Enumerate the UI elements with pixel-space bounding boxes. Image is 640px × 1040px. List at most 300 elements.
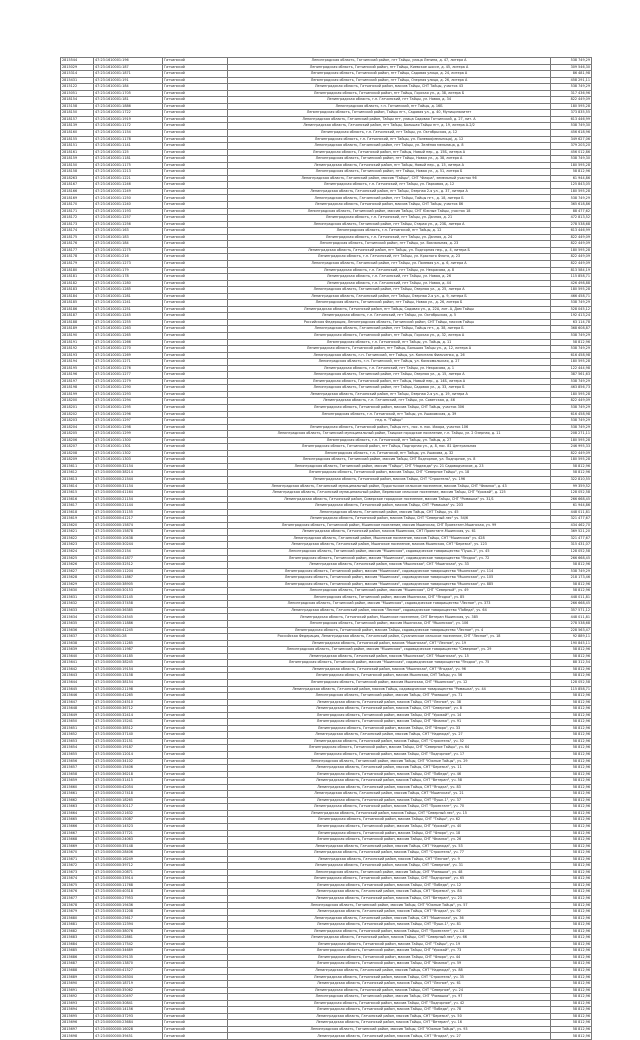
cadastral-number-cell: 47:23:0000000:19187 xyxy=(94,745,163,752)
cadastral-number-cell: 47:23:0000000:38512 xyxy=(94,725,163,732)
district-cell: Гатчинский xyxy=(163,444,228,451)
cadastral-number-cell: 47:23:0000000:29135 xyxy=(94,954,163,961)
price-cell: 58 812,96 xyxy=(551,961,592,968)
price-cell: 180 595,28 xyxy=(551,103,592,110)
price-cell: 58 812,96 xyxy=(551,719,592,726)
district-cell: Гатчинский xyxy=(163,221,228,228)
record-id-cell: 2815615 xyxy=(61,490,94,497)
cadastral-number-cell: 47:23:0000000:20871 xyxy=(94,869,163,876)
district-cell: Гатчинский xyxy=(163,385,228,392)
record-id-cell: 2815029 xyxy=(61,64,94,71)
address-cell: Ленинградская область, Гатчинский район, массив "Мшинская", садоводческое товарищество "Северное", уч. 29 xyxy=(228,647,551,654)
district-cell: Гатчинский xyxy=(163,765,228,772)
price-cell: 434 462,70 xyxy=(551,522,592,529)
record-id-cell: 2815314 xyxy=(61,71,94,78)
price-cell: 538 749,29 xyxy=(551,300,592,307)
address-cell: Ленинградская область, г.п. Гатчинский, пгт Тайцы, ул. Дачная, д. 24 xyxy=(228,234,551,241)
price-cell: 115 858,71 xyxy=(551,274,592,281)
address-cell: Ленинградская область, г.п. Гатчинский, пгт Тайцы, д. 16Б xyxy=(228,103,551,110)
cadastral-number-cell: 47:23:0000000:38076 xyxy=(94,928,163,935)
price-cell: 58 812,96 xyxy=(551,693,592,700)
record-id-cell: 2818195 xyxy=(61,365,94,372)
price-cell: 58 812,96 xyxy=(551,778,592,785)
price-cell: 58 812,96 xyxy=(551,817,592,824)
district-cell: Гатчинский xyxy=(163,411,228,418)
price-cell: 58 812,96 xyxy=(551,974,592,981)
price-cell: 58 812,96 xyxy=(551,987,592,994)
district-cell: Гатчинский xyxy=(163,71,228,78)
cadastral-number-cell: 47:23:0000000:11886 xyxy=(94,621,163,628)
cadastral-number-cell: 47:23:1610001:1290 xyxy=(94,385,163,392)
cadastral-number-cell: 47:23:0000000:24510 xyxy=(94,699,163,706)
cadastral-number-cell: 47:23:1610001:181 xyxy=(94,97,163,104)
price-cell: 58 812,96 xyxy=(551,581,592,588)
record-id-cell: 2815664 xyxy=(61,810,94,817)
cadastral-number-cell: 47:23:0000000:15406 xyxy=(94,765,163,772)
record-id-cell: 2818192 xyxy=(61,346,94,353)
address-cell: Ленинградская область, Гатчинский район, пгт Тайцы, Большая Тайцы ул., д. 12, литера А xyxy=(228,346,551,353)
address-cell: Ленинградская область, Гатчинский район, пгт Тайцы, Садовая улица, д. 24, литера А xyxy=(228,71,551,78)
cadastral-number-cell: 47:23:0000000:24063 xyxy=(94,837,163,844)
price-cell: 128 052,58 xyxy=(551,679,592,686)
cadastral-number-cell: 47:23:0000000:39712 xyxy=(94,863,163,870)
address-cell: Ленинградская область, Гатчинский район, пгт Тайцы, Подгорная ул., д. 8, пос. 81 Центральная xyxy=(228,444,551,451)
record-id-cell: 2815648 xyxy=(61,706,94,713)
record-id-cell: 2818167 xyxy=(61,182,94,189)
price-cell: 379 203,20 xyxy=(551,143,592,150)
price-cell: 822 449,09 xyxy=(551,241,592,248)
district-cell: Гатчинский xyxy=(163,234,228,241)
address-cell: Ленинградская область, Гатчинский район, массив Тайцы, СНТ "Фиалка", уч. 26 xyxy=(228,837,551,844)
record-id-cell: 2815696 xyxy=(61,1020,94,1027)
record-id-cell: 2815663 xyxy=(61,804,94,811)
district-cell: Гатчинский xyxy=(163,935,228,942)
price-cell: 190 845,11 xyxy=(551,640,592,647)
record-id-cell: 2818190 xyxy=(61,332,94,339)
district-cell: Гатчинский xyxy=(163,136,228,143)
record-id-cell: 2815691 xyxy=(61,987,94,994)
cadastral-number-cell: 47:23:1610001:1302 xyxy=(94,450,163,457)
record-id-cell: 2818202 xyxy=(61,411,94,418)
district-cell: Гатчинский xyxy=(163,424,228,431)
record-id-cell: 2818209 xyxy=(61,457,94,464)
price-cell: 321 477,67 xyxy=(551,535,592,542)
cadastral-number-cell: 47:23:0000000:11768 xyxy=(94,882,163,889)
cadastral-number-cell: 47:23:1610001:1297 xyxy=(94,418,163,425)
price-cell: 86 481,98 xyxy=(551,71,592,78)
price-cell: 266 668,45 xyxy=(551,496,592,503)
cadastral-number-cell: 47:23:1610001:1246 xyxy=(94,182,163,189)
cadastral-number-cell: 47:23:0000000:14523 xyxy=(94,823,163,830)
price-cell: 368 608,87 xyxy=(551,326,592,333)
district-cell: Гатчинский xyxy=(163,477,228,484)
district-cell: Гатчинский xyxy=(163,319,228,326)
record-id-cell: 2815679 xyxy=(61,909,94,916)
district-cell: Гатчинский xyxy=(163,110,228,117)
district-cell: Гатчинский xyxy=(163,64,228,71)
address-cell: Ленинградская область, Гатчинский район, массив Тайцы, СНТ "Южные Тайцы", уч. 57 xyxy=(228,902,551,909)
price-cell: 538 749,30 xyxy=(551,156,592,163)
district-cell: Гатчинский xyxy=(163,195,228,202)
district-cell: Гатчинский xyxy=(163,391,228,398)
record-id-cell: 2815647 xyxy=(61,699,94,706)
record-id-cell: 2815611 xyxy=(61,463,94,470)
price-cell: 822 449,09 xyxy=(551,260,592,267)
cadastral-number-cell: 47:23:0000000:24545 xyxy=(94,614,163,621)
price-cell: 58 812,96 xyxy=(551,1013,592,1020)
address-cell: Ленинградская область, Гатчинский район, массив Мшинская, СНТ Проектант-Мшинская, уч. 61 xyxy=(228,529,551,536)
address-cell: Российская Федерация, Ленинградская область, Гатчинский район, СНТ Тайцы, массив Тайцы xyxy=(228,319,551,326)
address-cell: Ленинградская область, Гатчинский район, массив Тайцы, СНТ "Северное Тайцы", уч. 64 xyxy=(228,745,551,752)
record-id-cell: 2818150 xyxy=(61,110,94,117)
record-id-cell: 2815630 xyxy=(61,588,94,595)
address-cell: Ленинградская область, Гатчинский район, массив Тайцы, СНТ "Ромашка", уч. 48 xyxy=(228,869,551,876)
address-cell: Ленинградская область, Гатчинский район, пгт Тайцы, Садовая ул., д. 33, литера Б xyxy=(228,385,551,392)
price-cell: 822 449,09 xyxy=(551,97,592,104)
cadastral-number-cell: 47:23:0000000:32414 xyxy=(94,712,163,719)
cadastral-number-cell: 47:23:1610001:1269 xyxy=(94,352,163,359)
address-cell: Ленинградская область, Гатчинский район, массив Тайцы, СНТ "Урожай", уч. 73 xyxy=(228,948,551,955)
table-row xyxy=(61,1033,592,1040)
district-cell: Гатчинский xyxy=(163,254,228,261)
district-cell: Гатчинский xyxy=(163,169,228,176)
record-id-cell: 2815633 xyxy=(61,607,94,614)
record-id-cell: 2815642 xyxy=(61,666,94,673)
cadastral-number-cell: 47:23:1610001:1300 xyxy=(94,437,163,444)
district-cell: Гатчинский xyxy=(163,156,228,163)
district-cell: Гатчинский xyxy=(163,175,228,182)
price-cell: 322 810,55 xyxy=(551,477,592,484)
cadastral-number-cell: 47:23:0000000:41217 xyxy=(94,516,163,523)
address-cell: Ленинградская область, Гатчинский район, пгт Тайцы, Старая ул., д. 23Б, литера А xyxy=(228,221,551,228)
address-cell: Ленинградская область, Гатчинский район, пгт Тайцы, ул. Подгорная пер., д. 4, литера Б xyxy=(228,247,551,254)
district-cell: Гатчинский xyxy=(163,981,228,988)
address-cell: Ленинградская область, Гатчинский район, Мшинское поселение, СНТ Ветеран Мшинская, уч. 385 xyxy=(228,614,551,621)
district-cell: Гатчинский xyxy=(163,732,228,739)
price-cell: 58 812,96 xyxy=(551,928,592,935)
district-cell: Гатчинский xyxy=(163,404,228,411)
address-cell: Ленинградская область, Гатчинский район, массив Тайцы, СНТ "Строитель", уч. 196 xyxy=(228,477,551,484)
district-cell: Гатчинский xyxy=(163,994,228,1001)
district-cell: Гатчинский xyxy=(163,581,228,588)
district-cell: Гатчинский xyxy=(163,522,228,529)
district-cell: Гатчинский xyxy=(163,509,228,516)
cadastral-number-cell: 47:23:0000000:38245 xyxy=(94,660,163,667)
cadastral-number-cell: 47:23:1610001:1241 xyxy=(94,300,163,307)
price-cell: 115 858,71 xyxy=(551,686,592,693)
price-cell: 58 812,96 xyxy=(551,1033,592,1040)
district-cell: Гатчинский xyxy=(163,1013,228,1020)
cadastral-number-cell: 47:23:0000000:41164 xyxy=(94,490,163,497)
cadastral-number-cell: 47:23:0000000:17542 xyxy=(94,941,163,948)
cadastral-number-cell: 47:23:1610001:1193 xyxy=(94,208,163,215)
address-cell: Ленинградская область, Гатчинский район, массив Тайцы, СНТ "Пушк-1", уч. 81 xyxy=(228,922,551,929)
cadastral-number-cell: 47:23:1610001:1285 xyxy=(94,287,163,294)
district-cell: Гатчинский xyxy=(163,1026,228,1033)
district-cell: Гатчинский xyxy=(163,627,228,634)
address-cell: Ленинградская область, Гатчинский район, пгт Тайцы, Новая ул., д. 38, литера А xyxy=(228,156,551,163)
cadastral-number-cell: 47:23:1610001:178 xyxy=(94,274,163,281)
cadastral-number-cell: 47:23:0000000:14156 xyxy=(94,1007,163,1014)
address-cell: Ленинградская область, Гатчинский район, массив Тайцы, СНТ "Победа", уч. 46 xyxy=(228,771,551,778)
price-cell: 463 856,73 xyxy=(551,385,592,392)
price-cell: 58 812,96 xyxy=(551,470,592,477)
record-id-cell: 2815623 xyxy=(61,542,94,549)
record-id-cell: 2815645 xyxy=(61,686,94,693)
price-cell: 58 812,96 xyxy=(551,771,592,778)
cadastral-number-cell: 47:23:0000000:11867 xyxy=(94,575,163,582)
district-cell: Гатчинский xyxy=(163,771,228,778)
address-cell: Ленинградская область, Гатчинский район, пгт Тайцы, Озерная ул., д. 15, литера А xyxy=(228,372,551,379)
record-id-cell: 2818204 xyxy=(61,424,94,431)
record-id-cell: 2815651 xyxy=(61,725,94,732)
district-cell: Гатчинский xyxy=(163,601,228,608)
cadastral-number-cell: 47:23:0000000:34689 xyxy=(94,948,163,955)
district-cell: Гатчинский xyxy=(163,188,228,195)
cadastral-number-cell: 47:23:0000000:32154 xyxy=(94,463,163,470)
price-cell: 58 812,96 xyxy=(551,869,592,876)
price-cell: 61 944,86 xyxy=(551,503,592,510)
price-cell: 58 812,96 xyxy=(551,169,592,176)
cadastral-number-cell: 47:23:1708001:28 xyxy=(94,634,163,641)
record-id-cell: 2815683 xyxy=(61,935,94,942)
district-cell: Гатчинский xyxy=(163,116,228,123)
address-cell: Ленинградская область, Гатчинский район, массив Мшинская, СНТ "Ягодка", уч. 85 xyxy=(228,594,551,601)
price-cell: 528 045,12 xyxy=(551,306,592,313)
district-cell: Гатчинский xyxy=(163,463,228,470)
address-cell: Ленинградская область, Гатчинский район, массив Тайцы, СНТ "Флора", уч. 18 xyxy=(228,830,551,837)
address-cell: Ленинградская область, Гатчинский район, массив "Тайцы", СНТ "Надежда" уч. 21 Садоводческое, д. 23 xyxy=(228,463,551,470)
price-cell: 58 812,96 xyxy=(551,765,592,772)
record-id-cell: 2815618 xyxy=(61,509,94,516)
district-cell: Гатчинский xyxy=(163,882,228,889)
price-cell: 180 595,28 xyxy=(551,162,592,169)
cadastral-number-cell: 47:23:0000000:41877 xyxy=(94,555,163,562)
record-id-cell: 2815620 xyxy=(61,522,94,529)
price-cell: 456 012,86 xyxy=(551,149,592,156)
cadastral-number-cell: 47:23:0000000:32145 xyxy=(94,594,163,601)
record-id-cell: 2818155 xyxy=(61,136,94,143)
record-id-cell: 2818207 xyxy=(61,444,94,451)
address-cell: Ленинградская область, Гатчинский район, массив Тайцы, СНТ "Ветеран", уч. 16 xyxy=(228,1020,551,1027)
record-id-cell: 2818200 xyxy=(61,398,94,405)
price-cell: 538 749,29 xyxy=(551,84,592,91)
price-cell: 58 812,96 xyxy=(551,843,592,850)
record-id-cell: 2818193 xyxy=(61,352,94,359)
price-cell: 357 571,12 xyxy=(551,607,592,614)
price-cell: 616 458,98 xyxy=(551,352,592,359)
district-cell: Гатчинский xyxy=(163,483,228,490)
address-cell: Ленинградская область, Гатчинский район, массив Тайцы, СНТ "Березка", уч. 84 xyxy=(228,889,551,896)
price-cell: 128 052,58 xyxy=(551,490,592,497)
cadastral-number-cell: 47:23:1610001:1303 xyxy=(94,457,163,464)
record-id-cell: 2818186 xyxy=(61,306,94,313)
district-cell: Гатчинский xyxy=(163,856,228,863)
record-id-cell: 2818191 xyxy=(61,339,94,346)
district-cell: Гатчинский xyxy=(163,666,228,673)
district-cell: Гатчинский xyxy=(163,365,228,372)
price-cell: 317 436,96 xyxy=(551,90,592,97)
price-cell: 58 812,96 xyxy=(551,1020,592,1027)
record-id-cell: 2815687 xyxy=(61,961,94,968)
cadastral-number-cell: 47:23:1610001:1266 xyxy=(94,339,163,346)
address-cell: Ленинградская область, Гатчинский район, массив Тайцы, СНТ "Подгорное", уч. 17 xyxy=(228,751,551,758)
price-cell: 613 446,99 xyxy=(551,116,592,123)
address-cell: Ленинградская область, г.п. Гатчинский, пгт Тайцы, ул. Октябрьская, д. 12 xyxy=(228,130,551,137)
price-cell: 309 546,30 xyxy=(551,64,592,71)
record-id-cell: 2818154 xyxy=(61,97,94,104)
district-cell: Гатчинский xyxy=(163,699,228,706)
cadastral-number-cell: 47:23:0000000:37293 xyxy=(94,1013,163,1020)
record-id-cell: 2815635 xyxy=(61,621,94,628)
record-id-cell: 2815634 xyxy=(61,614,94,621)
district-cell: Гатчинский xyxy=(163,542,228,549)
record-id-cell: 2818203 xyxy=(61,418,94,425)
district-cell: Гатчинский xyxy=(163,778,228,785)
price-cell: 58 812,96 xyxy=(551,666,592,673)
price-cell: 349 627,06 xyxy=(551,136,592,143)
district-cell: Гатчинский xyxy=(163,843,228,850)
cadastral-number-cell: 47:23:1610001:184 xyxy=(94,84,163,91)
price-cell: 61 944,86 xyxy=(551,175,592,182)
cadastral-number-cell: 47:23:1610001:1722 xyxy=(94,110,163,117)
district-cell: Гатчинский xyxy=(163,889,228,896)
price-cell: 58 812,96 xyxy=(551,712,592,719)
record-id-cell: 2818169 xyxy=(61,195,94,202)
price-cell: 218 173,46 xyxy=(551,575,592,582)
address-cell: Ленинградская область, Гатчинский район, пгт Тайцы, Садовая ул., д. 22А, лит. А, Дом Тайцы xyxy=(228,306,551,313)
record-id-cell: 2815621 xyxy=(61,529,94,536)
district-cell: Гатчинский xyxy=(163,640,228,647)
record-id-cell: 2815682 xyxy=(61,928,94,935)
price-cell: 58 812,96 xyxy=(551,902,592,909)
record-id-cell: 2815695 xyxy=(61,1013,94,1020)
price-cell: 180 595,28 xyxy=(551,188,592,195)
cadastral-number-cell: 47:23:0000000:31155 xyxy=(94,509,163,516)
address-cell: Ленинградская область, Гатчинский муниципальный район, Веревское сельское поселение, массив Тайцы, СНТ "Урожай", д. 125 xyxy=(228,490,551,497)
cadastral-number-cell: 47:23:0000000:35148 xyxy=(94,843,163,850)
cadastral-number-cell: 47:23:0000000:31154 xyxy=(94,483,163,490)
price-cell: 58 812,96 xyxy=(551,810,592,817)
price-cell: 58 812,96 xyxy=(551,1026,592,1033)
district-cell: Гатчинский xyxy=(163,751,228,758)
district-cell: Гатчинский xyxy=(163,352,228,359)
cadastral-number-cell: 47:23:0000000:41245 xyxy=(94,627,163,634)
price-cell: 613 446,99 xyxy=(551,228,592,235)
cadastral-number-cell: 47:23:0000000:26304 xyxy=(94,974,163,981)
address-cell: Ленинградская область, Гатчинский район, массив Тайцы, СНТ "Северный лес" уч. 54/6 xyxy=(228,516,551,523)
cadastral-number-cell: 47:23:1610001:1154 xyxy=(94,130,163,137)
price-cell: 373 835,55 xyxy=(551,110,592,117)
address-cell: Ленинградская область, Гатчинский район, массив Мшинская, СНТ "Мшинская", уч. 106 xyxy=(228,621,551,628)
cadastral-number-cell: 47:23:0000000:36385 xyxy=(94,607,163,614)
record-id-cell: 2815690 xyxy=(61,981,94,988)
cadastral-number-cell: 47:23:0000000:31208 xyxy=(94,909,163,916)
address-cell: Ленинградская область, Гатчинский район, пгт Тайцы, Озерная 2-я ул., д. 9, литера Б xyxy=(228,293,551,300)
record-id-cell: 2815661 xyxy=(61,791,94,798)
address-cell: Ленинградская область, Гатчинский район, пгт Тайцы, Тайцы пгт., д. 18, литера Б xyxy=(228,195,551,202)
address-cell: Ленинградская область, г.п. Гатчинский, пгт Тайцы, ул. Комсомольская, д. 27 xyxy=(228,359,551,366)
cadastral-number-cell: 47:23:0000000:18265 xyxy=(94,797,163,804)
price-cell: 58 812,96 xyxy=(551,948,592,955)
price-cell: 58 812,96 xyxy=(551,653,592,660)
district-cell: Гатчинский xyxy=(163,326,228,333)
price-cell: 387 561,63 xyxy=(551,372,592,379)
cadastral-number-cell: 47:23:1610001:1277 xyxy=(94,372,163,379)
address-cell: Ленинградская область, Гатчинский район, Мшинское поселение, массив Мшинская, СНТ Проектант-Мшинская, уч. 99 xyxy=(228,522,551,529)
record-id-cell: 2815662 xyxy=(61,797,94,804)
cadastral-number-cell: 47:23:0000000:16249 xyxy=(94,856,163,863)
address-cell: Ленинградская область, г.п. Гатчинский, пгт Тайцы, ул. Дачная, д. 21 xyxy=(228,215,551,222)
district-cell: Гатчинский xyxy=(163,647,228,654)
district-cell: Гатчинский xyxy=(163,313,228,320)
record-id-cell: 2818205 xyxy=(61,431,94,438)
price-cell: 58 812,96 xyxy=(551,863,592,870)
cadastral-number-cell: 47:23:0000000:16028 xyxy=(94,1026,163,1033)
record-id-cell: 2818197 xyxy=(61,378,94,385)
address-cell: Ленинградская область, Гатчинский район, массив Тайцы, СНТ "Ромашка", уч. 97 xyxy=(228,994,551,1001)
cadastral-number-cell: 47:23:0000000:21198 xyxy=(94,686,163,693)
price-cell: 58 812,96 xyxy=(551,673,592,680)
cadastral-number-cell: 47:23:1610001:184 xyxy=(94,241,163,248)
address-cell: Ленинградская область, г.п. Гатчинский, пгт Тайцы, ул. Новая, д. 34 xyxy=(228,97,551,104)
cadastral-number-cell: 47:23:1610001:125 xyxy=(94,149,163,156)
price-cell: 58 812,96 xyxy=(551,1007,592,1014)
record-id-cell: 2818201 xyxy=(61,404,94,411)
cadastral-number-cell: 47:23:0000000:38905 xyxy=(94,581,163,588)
cadastral-number-cell: 47:23:1610001:1280 xyxy=(94,280,163,287)
district-cell: Гатчинский xyxy=(163,555,228,562)
price-cell: 122 444,98 xyxy=(551,365,592,372)
district-cell: Гатчинский xyxy=(163,123,228,130)
record-id-cell: 2815680 xyxy=(61,915,94,922)
address-cell: Ленинградская область, Гатчинский район, массив Тайцы, СНТ "Тайцы", уч. 19 xyxy=(228,941,551,948)
record-id-cell: 2818174 xyxy=(61,228,94,235)
district-cell: Гатчинский xyxy=(163,130,228,137)
address-cell: Ленинградская область, г.п. Гатчинский, пгт Тайцы, ул. Некрасова, д. 8 xyxy=(228,267,551,274)
table-body xyxy=(61,58,592,1040)
record-id-cell: 2818139 xyxy=(61,123,94,130)
district-cell: Гатчинский xyxy=(163,202,228,209)
district-cell: Гатчинский xyxy=(163,607,228,614)
cadastral-number-cell: 47:23:0000000:21544 xyxy=(94,477,163,484)
record-id-cell: 2815625 xyxy=(61,555,94,562)
district-cell: Гатчинский xyxy=(163,274,228,281)
cadastral-number-cell: 47:23:0000000:31415 xyxy=(94,778,163,785)
address-cell: Ленинградская область, Гатчинский район, массив "Мшинская", садоводческое товарищество "Ягодка", уч. 75 xyxy=(228,660,551,667)
cadastral-number-cell: 47:23:1610001:1265 xyxy=(94,332,163,339)
record-id-cell: 2815637 xyxy=(61,634,94,641)
price-cell: 58 812,96 xyxy=(551,915,592,922)
price-cell: 88 477,62 xyxy=(551,208,592,215)
price-cell: 58 812,96 xyxy=(551,876,592,883)
address-cell: Ленинградская область, Гатчинский район, массив Тайцы, СНТ "Флора", уч. 33 xyxy=(228,725,551,732)
district-cell: Гатчинский xyxy=(163,457,228,464)
price-cell: 180 595,28 xyxy=(551,391,592,398)
district-cell: Гатчинский xyxy=(163,300,228,307)
record-id-cell: 2818175 xyxy=(61,234,94,241)
district-cell: Гатчинский xyxy=(163,103,228,110)
district-cell: Гатчинский xyxy=(163,215,228,222)
record-id-cell: 2815641 xyxy=(61,660,94,667)
cadastral-number-cell: 47:23:1610001:1299 xyxy=(94,431,163,438)
address-cell: Ленинградская область, Гатчинский район, массив Тайцы, СНТ "Ветеран", уч. 23 xyxy=(228,896,551,903)
record-id-cell: 2815655 xyxy=(61,751,94,758)
address-cell: Ленинградская область, Гатчинский район, массив Тайцы, СНТ "Мшинская", уч. 21 xyxy=(228,791,551,798)
address-cell: Ленинградская область, Гатчинский район, массив Тайцы, СНТ "Лесное", уч. 61 xyxy=(228,981,551,988)
price-cell: 58 812,96 xyxy=(551,784,592,791)
address-cell: Ленинградская область, Гатчинский район, массив Тайцы, СНТ "Пушк-1", уч. 37 xyxy=(228,797,551,804)
